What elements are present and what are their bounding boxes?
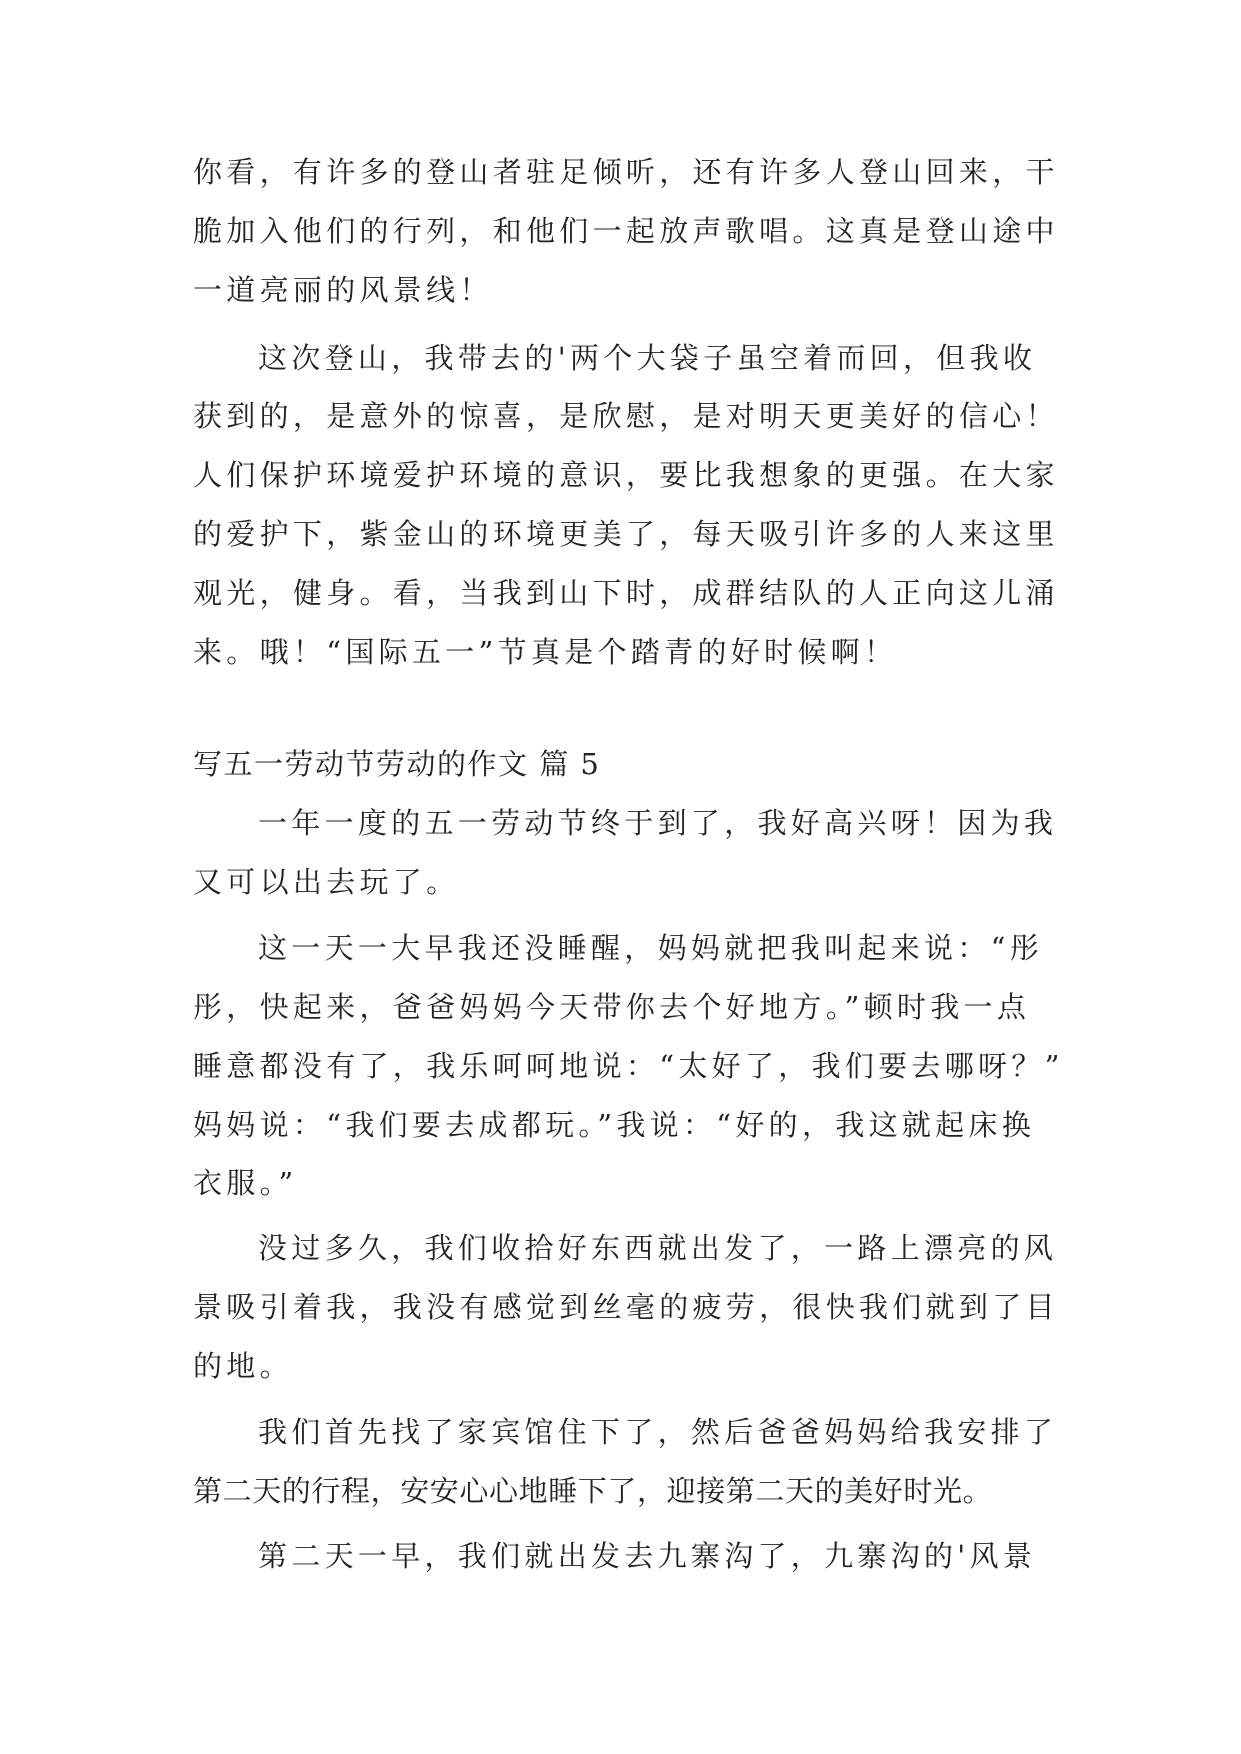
text-line: 获到的，是意外的惊喜，是欣慰，是对明天更美好的信心！ [193,399,1059,433]
text-line: 来。哦！“国际五一”节真是个踏青的好时候啊！ [193,635,898,669]
text-line: 彤，快起来，爸爸妈妈今天带你去个好地方。”顿时我一点 [193,990,1031,1024]
paragraph-first-line: 这次登山，我带去的'两个大袋子虽空着而回，但我收 [258,341,1037,375]
paragraph-first-line: 没过多久，我们收拾好东西就出发了，一路上漂亮的风 [258,1231,1058,1265]
paragraph-first-line: 这一天一大早我还没睡醒，妈妈就把我叫起来说：“彤 [258,931,1044,965]
text-line: 人们保护环境爱护环境的意识，要比我想象的更强。在大家 [193,458,1059,492]
text-line: 的地。 [193,1349,293,1383]
text-line: 的爱护下，紫金山的环境更美了，每天吸引许多的人来这里 [193,517,1059,551]
text-line: 你看，有许多的登山者驻足倾听，还有许多人登山回来，干 [193,155,1059,189]
text-line: 妈妈说：“我们要去成都玩。”我说：“好的，我这就起床换 [193,1108,1036,1142]
text-line: 睡意都没有了，我乐呵呵地说：“太好了，我们要去哪呀？” [193,1049,1064,1083]
text-line: 脆加入他们的行列，和他们一起放声歌唱。这真是登山途中 [193,214,1059,248]
text-line: 又可以出去玩了。 [193,865,460,899]
text-line: 衣服。” [193,1166,298,1200]
section-heading: 写五一劳动节劳动的作文 篇 5 [193,747,601,781]
text-line: 观光，健身。看，当我到山下时，成群结队的人正向这儿涌 [193,576,1059,610]
paragraph-first-line: 一年一度的五一劳动节终于到了，我好高兴呀！因为我 [258,806,1058,840]
text-line: 景吸引着我，我没有感觉到丝毫的疲劳，很快我们就到了目 [193,1290,1059,1324]
text-line: 第二天的行程，安安心心地睡下了，迎接第二天的美好时光。 [193,1474,993,1508]
text-line: 一道亮丽的风景线！ [193,273,493,307]
paragraph-first-line: 第二天一早，我们就出发去九寨沟了，九寨沟的'风景 [258,1539,1037,1573]
paragraph-first-line: 我们首先找了家宾馆住下了，然后爸爸妈妈给我安排了 [258,1415,1058,1449]
